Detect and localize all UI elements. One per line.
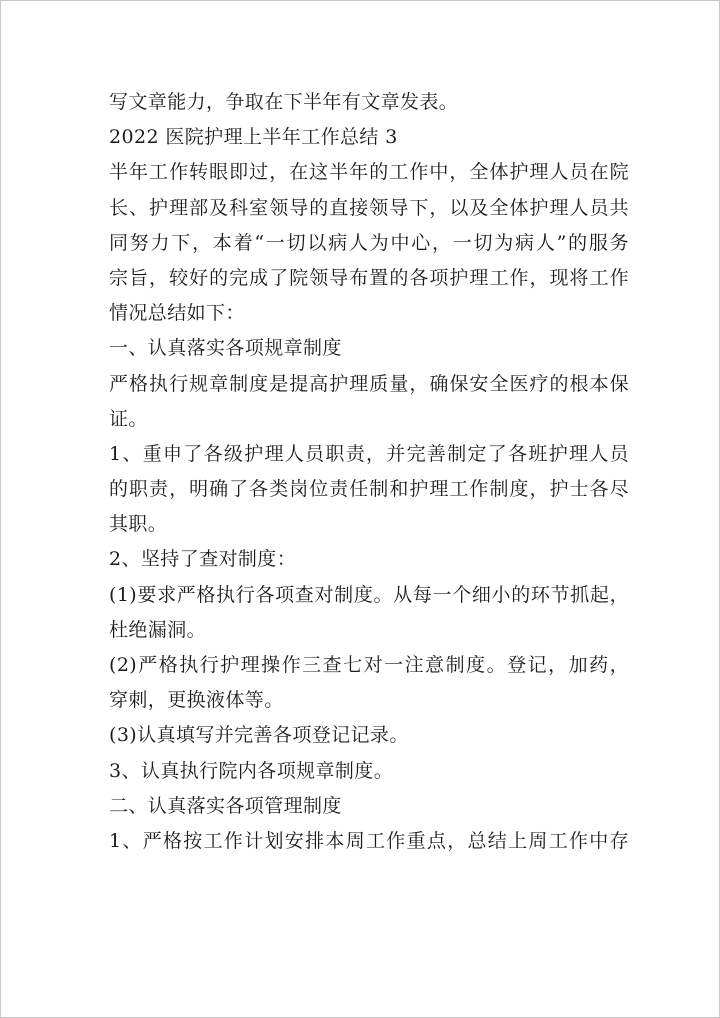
text-line: 同努力下，本着“一切以病人为中心，一切为病人”的服务 [109,231,629,254]
text-line: 写文章能力，争取在下半年有文章发表。 [109,91,459,113]
text-line: 二、认真落实各项管理制度 [109,794,342,817]
text-line: 一、认真落实各项规章制度 [109,337,342,360]
text-line: 1、重申了各级护理人员职责，并完善制定了各班护理人员 [109,442,629,465]
text-line: 其职。 [109,513,168,536]
text-line: 1、严格按工作计划安排本周工作重点，总结上周工作中存 [109,829,629,852]
text-line: (1)要求严格执行各项查对制度。从每一个细小的环节抓起， [109,583,629,606]
text-line: 严格执行规章制度是提高护理质量，确保安全医疗的根本保 [109,372,629,395]
text-line: (2)严格执行护理操作三查七对一注意制度。登记，加药， [109,654,629,676]
text-line: 杜绝漏洞。 [109,618,207,641]
text-line: 的职责，明确了各类岗位责任制和护理工作制度，护士各尽 [109,478,629,501]
text-line: 2、坚持了查对制度： [109,548,297,571]
document-body [109,85,629,859]
text-line: 半年工作转眼即过，在这半年的工作中，全体护理人员在院 [109,161,629,184]
text-line: 宗旨，较好的完成了院领导布置的各项护理工作，现将工作 [109,266,629,289]
text-line: 穿刺，更换液体等。 [109,689,284,712]
text-line: 情况总结如下： [109,302,245,325]
text-line: (3)认真填写并完善各项登记记录。 [109,724,409,747]
text-line: 长、护理部及科室领导的直接领导下，以及全体护理人员共 [109,196,629,219]
text-line: 3、认真执行院内各项规章制度。 [109,759,394,782]
text-line: 2022 医院护理上半年工作总结 3 [109,126,398,149]
text-line: 证。 [109,407,148,430]
